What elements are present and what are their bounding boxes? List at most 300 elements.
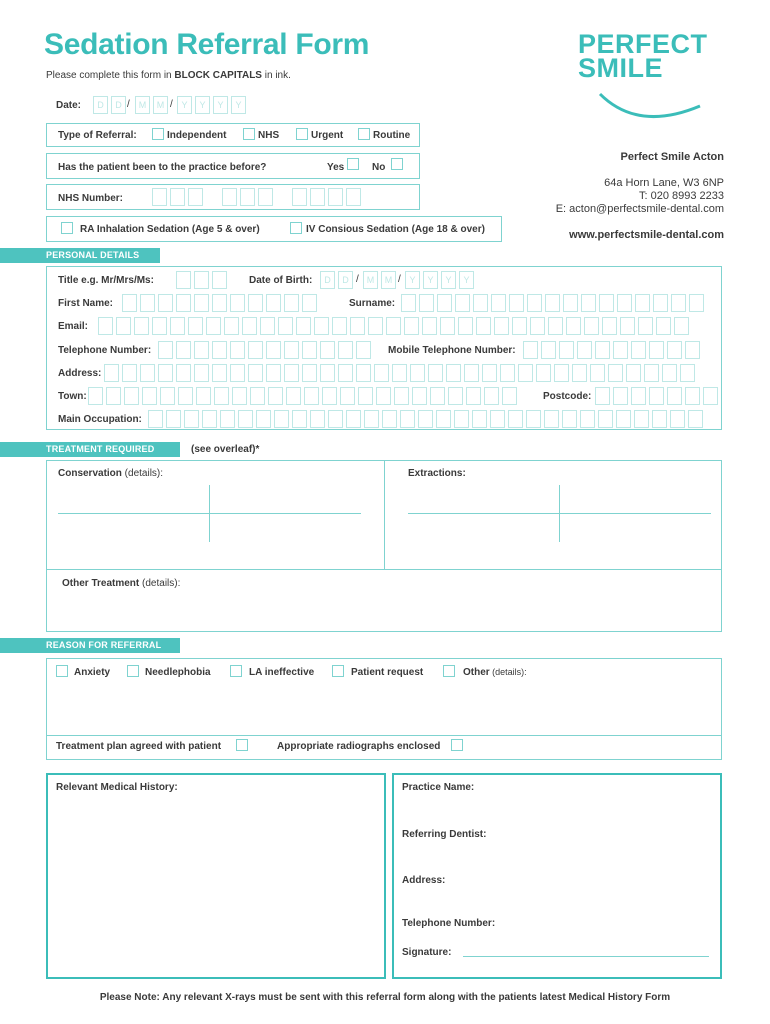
- input-cell[interactable]: [98, 317, 113, 335]
- input-cell[interactable]: [649, 341, 664, 359]
- input-cell[interactable]: [124, 387, 139, 405]
- dob-cell[interactable]: Y: [423, 271, 438, 289]
- input-cell[interactable]: [268, 387, 283, 405]
- input-cell[interactable]: [256, 410, 271, 428]
- date-cell[interactable]: M: [135, 96, 150, 114]
- input-cell[interactable]: [446, 364, 461, 382]
- input-cell[interactable]: [338, 364, 353, 382]
- input-cell[interactable]: [436, 410, 451, 428]
- input-cell[interactable]: [248, 364, 263, 382]
- input-cell[interactable]: [386, 317, 401, 335]
- input-cell[interactable]: [559, 341, 574, 359]
- nhs-number-label: NHS Number:: [58, 193, 124, 204]
- nhs-label: NHS: [258, 130, 280, 141]
- iv-sedation-checkbox[interactable]: [290, 222, 302, 234]
- plan-agreed-checkbox[interactable]: [236, 739, 248, 751]
- input-cell[interactable]: [122, 294, 137, 312]
- input-cell[interactable]: [613, 341, 628, 359]
- input-cell[interactable]: [376, 387, 391, 405]
- input-cell[interactable]: [212, 364, 227, 382]
- input-cell[interactable]: [356, 364, 371, 382]
- input-cell[interactable]: [374, 364, 389, 382]
- input-cell[interactable]: [670, 410, 685, 428]
- independent-checkbox[interactable]: [152, 128, 164, 140]
- ra-sedation-checkbox[interactable]: [61, 222, 73, 234]
- needlephobia-checkbox[interactable]: [127, 665, 139, 677]
- input-cell[interactable]: [214, 387, 229, 405]
- input-cell[interactable]: [106, 387, 121, 405]
- input-cell[interactable]: [616, 410, 631, 428]
- input-cell[interactable]: [620, 317, 635, 335]
- input-cell[interactable]: [122, 364, 137, 382]
- title-cell[interactable]: [194, 271, 209, 289]
- radiographs-label: Appropriate radiographs enclosed: [277, 741, 441, 752]
- input-cell[interactable]: [194, 341, 209, 359]
- input-cell[interactable]: [220, 410, 235, 428]
- input-cell[interactable]: [212, 294, 227, 312]
- input-cell[interactable]: [455, 294, 470, 312]
- input-cell[interactable]: [545, 294, 560, 312]
- input-cell[interactable]: [404, 317, 419, 335]
- input-cell[interactable]: [599, 294, 614, 312]
- input-cell[interactable]: [410, 364, 425, 382]
- input-cell[interactable]: [653, 294, 668, 312]
- yes-checkbox[interactable]: [347, 158, 359, 170]
- input-cell[interactable]: [580, 410, 595, 428]
- plan-agreed-label: Treatment plan agreed with patient: [56, 741, 222, 752]
- conservation-details: (details):: [121, 468, 164, 479]
- dob-cell[interactable]: M: [381, 271, 396, 289]
- input-cell[interactable]: [116, 317, 131, 335]
- other-reason-title: Other: [463, 667, 490, 678]
- input-cell[interactable]: [617, 294, 632, 312]
- medical-history-label: Relevant Medical History:: [56, 782, 178, 793]
- instructions-bold: BLOCK CAPITALS: [174, 70, 262, 81]
- input-cell[interactable]: [667, 387, 682, 405]
- input-cell[interactable]: [400, 410, 415, 428]
- other-reason-label: [463, 667, 527, 678]
- date-cells-month[interactable]: [135, 96, 168, 114]
- town-cells[interactable]: [88, 387, 517, 405]
- input-cell[interactable]: [266, 364, 281, 382]
- date-cell[interactable]: D: [93, 96, 108, 114]
- input-cell[interactable]: [412, 387, 427, 405]
- input-cell[interactable]: [242, 317, 257, 335]
- input-cell[interactable]: [274, 410, 289, 428]
- input-cell[interactable]: [140, 294, 155, 312]
- input-cell[interactable]: [662, 364, 677, 382]
- input-cell[interactable]: [284, 364, 299, 382]
- input-cell[interactable]: [320, 341, 335, 359]
- practice-phone: T: 020 8993 2233: [638, 190, 724, 202]
- input-cell[interactable]: [454, 410, 469, 428]
- nhs-cell[interactable]: [292, 188, 307, 206]
- input-cell[interactable]: [364, 410, 379, 428]
- input-cell[interactable]: [638, 317, 653, 335]
- input-cell[interactable]: [88, 387, 103, 405]
- input-cell[interactable]: [302, 341, 317, 359]
- input-cell[interactable]: [689, 294, 704, 312]
- input-cell[interactable]: [104, 364, 119, 382]
- input-cell[interactable]: [562, 410, 577, 428]
- input-cell[interactable]: [134, 317, 149, 335]
- input-cell[interactable]: [563, 294, 578, 312]
- input-cell[interactable]: [328, 410, 343, 428]
- input-cell[interactable]: [464, 364, 479, 382]
- input-cell[interactable]: [358, 387, 373, 405]
- input-cell[interactable]: [572, 364, 587, 382]
- footer-note: Please Note: Any relevant X-rays must be sent with this referral form along with the patients latest Medical History Form: [99, 992, 671, 1003]
- input-cell[interactable]: [184, 410, 199, 428]
- postcode-label: Postcode:: [543, 391, 592, 402]
- input-cell[interactable]: [322, 387, 337, 405]
- date-cell[interactable]: Y: [177, 96, 192, 114]
- input-cell[interactable]: [266, 294, 281, 312]
- input-cell[interactable]: [554, 364, 569, 382]
- input-cell[interactable]: [491, 294, 506, 312]
- personal-details-heading: PERSONAL DETAILS: [0, 248, 160, 263]
- routine-label: Routine: [373, 130, 411, 141]
- input-cell[interactable]: [595, 387, 610, 405]
- input-cell[interactable]: [176, 364, 191, 382]
- input-cell[interactable]: [194, 364, 209, 382]
- input-cell[interactable]: [266, 341, 281, 359]
- instructions: [46, 70, 291, 81]
- nhs-cell[interactable]: [240, 188, 255, 206]
- la-ineffective-checkbox[interactable]: [230, 665, 242, 677]
- date-cell[interactable]: D: [111, 96, 126, 114]
- input-cell[interactable]: [500, 364, 515, 382]
- input-cell[interactable]: [448, 387, 463, 405]
- dob-cell[interactable]: D: [338, 271, 353, 289]
- input-cell[interactable]: [332, 317, 347, 335]
- input-cell[interactable]: [230, 341, 245, 359]
- input-cell[interactable]: [631, 341, 646, 359]
- nhs-cell[interactable]: [152, 188, 167, 206]
- dob-cell[interactable]: M: [363, 271, 378, 289]
- input-cell[interactable]: [160, 387, 175, 405]
- referrer-address-label: Address:: [402, 875, 446, 886]
- input-cell[interactable]: [419, 294, 434, 312]
- postcode-cells[interactable]: [595, 387, 718, 405]
- input-cell[interactable]: [196, 387, 211, 405]
- first-name-cells[interactable]: [122, 294, 317, 312]
- input-cell[interactable]: [536, 364, 551, 382]
- treatment-divider: [384, 461, 385, 569]
- input-cell[interactable]: [656, 317, 671, 335]
- first-name-label: First Name:: [58, 298, 114, 309]
- other-treatment-title: Other Treatment: [62, 578, 140, 589]
- input-cell[interactable]: [202, 410, 217, 428]
- surname-cells[interactable]: [401, 294, 704, 312]
- input-cell[interactable]: [176, 294, 191, 312]
- input-cell[interactable]: [292, 410, 307, 428]
- input-cell[interactable]: [685, 387, 700, 405]
- dob-separator: /: [398, 274, 401, 285]
- needlephobia-label: Needlephobia: [145, 667, 211, 678]
- input-cell[interactable]: [472, 410, 487, 428]
- input-cell[interactable]: [674, 317, 689, 335]
- mobile-cells[interactable]: [523, 341, 700, 359]
- input-cell[interactable]: [476, 317, 491, 335]
- no-checkbox[interactable]: [391, 158, 403, 170]
- dob-separator: /: [356, 274, 359, 285]
- input-cell[interactable]: [508, 410, 523, 428]
- input-cell[interactable]: [394, 387, 409, 405]
- input-cell[interactable]: [212, 341, 227, 359]
- patient-request-label: Patient request: [351, 667, 424, 678]
- input-cell[interactable]: [320, 364, 335, 382]
- input-cell[interactable]: [548, 317, 563, 335]
- input-cell[interactable]: [302, 294, 317, 312]
- input-cell[interactable]: [518, 364, 533, 382]
- input-cell[interactable]: [613, 387, 628, 405]
- input-cell[interactable]: [140, 364, 155, 382]
- input-cell[interactable]: [278, 317, 293, 335]
- input-cell[interactable]: [286, 387, 301, 405]
- input-cell[interactable]: [473, 294, 488, 312]
- radiographs-checkbox[interactable]: [451, 739, 463, 751]
- nhs-cell[interactable]: [222, 188, 237, 206]
- input-cell[interactable]: [230, 364, 245, 382]
- input-cell[interactable]: [284, 294, 299, 312]
- date-cells-day[interactable]: [93, 96, 126, 114]
- date-cell[interactable]: Y: [231, 96, 246, 114]
- input-cell[interactable]: [527, 294, 542, 312]
- input-cell[interactable]: [430, 387, 445, 405]
- conservation-chart-vline: [209, 485, 210, 542]
- reason-row-divider: [47, 735, 721, 736]
- input-cell[interactable]: [296, 317, 311, 335]
- la-ineffective-label: LA ineffective: [249, 667, 315, 678]
- dob-cell[interactable]: Y: [405, 271, 420, 289]
- input-cell[interactable]: [148, 410, 163, 428]
- input-cell[interactable]: [310, 410, 325, 428]
- occupation-cells[interactable]: [148, 410, 703, 428]
- title-cell[interactable]: [176, 271, 191, 289]
- logo-smile-icon: [578, 29, 728, 124]
- dob-cell[interactable]: D: [320, 271, 335, 289]
- nhs-number-cells[interactable]: [152, 188, 203, 206]
- input-cell[interactable]: [437, 294, 452, 312]
- input-cell[interactable]: [170, 317, 185, 335]
- input-cell[interactable]: [248, 294, 263, 312]
- input-cell[interactable]: [482, 364, 497, 382]
- input-cell[interactable]: [314, 317, 329, 335]
- input-cell[interactable]: [685, 341, 700, 359]
- input-cell[interactable]: [248, 341, 263, 359]
- input-cell[interactable]: [584, 317, 599, 335]
- input-cell[interactable]: [166, 410, 181, 428]
- medical-history-box[interactable]: [46, 773, 386, 979]
- input-cell[interactable]: [635, 294, 650, 312]
- date-cell[interactable]: Y: [213, 96, 228, 114]
- input-cell[interactable]: [509, 294, 524, 312]
- input-cell[interactable]: [602, 317, 617, 335]
- input-cell[interactable]: [577, 341, 592, 359]
- input-cell[interactable]: [238, 410, 253, 428]
- nhs-number-cells[interactable]: [292, 188, 361, 206]
- input-cell[interactable]: [194, 294, 209, 312]
- email-cells[interactable]: [98, 317, 689, 335]
- input-cell[interactable]: [544, 410, 559, 428]
- telephone-cells[interactable]: [158, 341, 371, 359]
- input-cell[interactable]: [158, 364, 173, 382]
- input-cell[interactable]: [688, 410, 703, 428]
- input-cell[interactable]: [466, 387, 481, 405]
- input-cell[interactable]: [418, 410, 433, 428]
- date-cell[interactable]: M: [153, 96, 168, 114]
- nhs-cell[interactable]: [346, 188, 361, 206]
- input-cell[interactable]: [338, 341, 353, 359]
- practice-website: www.perfectsmile-dental.com: [569, 229, 724, 241]
- input-cell[interactable]: [530, 317, 545, 335]
- input-cell[interactable]: [608, 364, 623, 382]
- input-cell[interactable]: [680, 364, 695, 382]
- input-cell[interactable]: [230, 294, 245, 312]
- input-cell[interactable]: [392, 364, 407, 382]
- input-cell[interactable]: [566, 317, 581, 335]
- input-cell[interactable]: [232, 387, 247, 405]
- date-separator: /: [170, 99, 173, 110]
- logo-line2: SMILE: [578, 53, 664, 83]
- input-cell[interactable]: [526, 410, 541, 428]
- logo-line1: PERFECT: [578, 29, 708, 59]
- input-cell[interactable]: [178, 387, 193, 405]
- input-cell[interactable]: [703, 387, 718, 405]
- input-cell[interactable]: [671, 294, 686, 312]
- yes-label: Yes: [327, 162, 345, 173]
- practice-address: 64a Horn Lane, W3 6NP: [604, 177, 724, 189]
- input-cell[interactable]: [382, 410, 397, 428]
- previous-visit-question: Has the patient been to the practice before?: [58, 162, 267, 173]
- input-cell[interactable]: [158, 341, 173, 359]
- input-cell[interactable]: [350, 317, 365, 335]
- title-cell[interactable]: [212, 271, 227, 289]
- date-cell[interactable]: Y: [195, 96, 210, 114]
- input-cell[interactable]: [490, 410, 505, 428]
- nhs-cell[interactable]: [188, 188, 203, 206]
- dob-cells-year[interactable]: [405, 271, 474, 289]
- input-cell[interactable]: [304, 387, 319, 405]
- logo: [578, 29, 728, 124]
- input-cell[interactable]: [484, 387, 499, 405]
- input-cell[interactable]: [581, 294, 596, 312]
- input-cell[interactable]: [284, 341, 299, 359]
- dob-cell[interactable]: Y: [459, 271, 474, 289]
- page-title: Sedation Referral Form: [44, 28, 370, 61]
- input-cell[interactable]: [142, 387, 157, 405]
- nhs-cell[interactable]: [170, 188, 185, 206]
- input-cell[interactable]: [346, 410, 361, 428]
- input-cell[interactable]: [458, 317, 473, 335]
- input-cell[interactable]: [598, 410, 613, 428]
- urgent-checkbox[interactable]: [296, 128, 308, 140]
- input-cell[interactable]: [250, 387, 265, 405]
- extractions-chart-vline: [559, 485, 560, 542]
- input-cell[interactable]: [302, 364, 317, 382]
- nhs-checkbox[interactable]: [243, 128, 255, 140]
- nhs-cell[interactable]: [310, 188, 325, 206]
- nhs-number-cells[interactable]: [222, 188, 273, 206]
- input-cell[interactable]: [502, 387, 517, 405]
- referral-type-label: Type of Referral:: [58, 130, 137, 141]
- input-cell[interactable]: [428, 364, 443, 382]
- input-cell[interactable]: [644, 364, 659, 382]
- input-cell[interactable]: [595, 341, 610, 359]
- input-cell[interactable]: [224, 317, 239, 335]
- practice-name-label: Practice Name:: [402, 782, 475, 793]
- input-cell[interactable]: [422, 317, 437, 335]
- anxiety-checkbox[interactable]: [56, 665, 68, 677]
- title-label: Title e.g. Mr/Mrs/Ms:: [58, 275, 154, 286]
- extractions-label: Extractions:: [408, 468, 466, 479]
- input-cell[interactable]: [667, 341, 682, 359]
- input-cell[interactable]: [634, 410, 649, 428]
- nhs-cell[interactable]: [258, 188, 273, 206]
- dob-cells-month[interactable]: [363, 271, 396, 289]
- input-cell[interactable]: [512, 317, 527, 335]
- practice-email: E: acton@perfectsmile-dental.com: [555, 203, 724, 215]
- input-cell[interactable]: [541, 341, 556, 359]
- treatment-note: (see overleaf)*: [191, 444, 260, 455]
- date-cells-year[interactable]: [177, 96, 246, 114]
- input-cell[interactable]: [494, 317, 509, 335]
- input-cell[interactable]: [260, 317, 275, 335]
- conservation-title: Conservation: [58, 468, 122, 479]
- practice-name: Perfect Smile Acton: [620, 151, 724, 163]
- nhs-cell[interactable]: [328, 188, 343, 206]
- independent-label: Independent: [167, 130, 227, 141]
- input-cell[interactable]: [340, 387, 355, 405]
- conservation-label: [58, 468, 163, 479]
- input-cell[interactable]: [152, 317, 167, 335]
- patient-request-checkbox[interactable]: [332, 665, 344, 677]
- input-cell[interactable]: [188, 317, 203, 335]
- urgent-label: Urgent: [311, 130, 344, 141]
- input-cell[interactable]: [206, 317, 221, 335]
- date-separator: /: [127, 99, 130, 110]
- input-cell[interactable]: [626, 364, 641, 382]
- dob-cells-day[interactable]: [320, 271, 353, 289]
- input-cell[interactable]: [368, 317, 383, 335]
- treatment-row-divider: [47, 569, 721, 570]
- referrer-telephone-label: Telephone Number:: [402, 918, 496, 929]
- dob-cell[interactable]: Y: [441, 271, 456, 289]
- input-cell[interactable]: [590, 364, 605, 382]
- input-cell[interactable]: [631, 387, 646, 405]
- signature-line[interactable]: [463, 956, 709, 957]
- iv-sedation-label: IV Consious Sedation (Age 18 & over): [306, 224, 485, 235]
- input-cell[interactable]: [649, 387, 664, 405]
- input-cell[interactable]: [652, 410, 667, 428]
- input-cell[interactable]: [176, 341, 191, 359]
- routine-checkbox[interactable]: [358, 128, 370, 140]
- input-cell[interactable]: [158, 294, 173, 312]
- input-cell[interactable]: [401, 294, 416, 312]
- title-cells[interactable]: [176, 271, 227, 289]
- email-label: Email:: [58, 321, 89, 332]
- other-reason-checkbox[interactable]: [443, 665, 455, 677]
- address-label: Address:: [58, 368, 102, 379]
- other-treatment-details: (details):: [139, 578, 181, 589]
- dob-label: Date of Birth:: [249, 275, 313, 286]
- input-cell[interactable]: [356, 341, 371, 359]
- input-cell[interactable]: [523, 341, 538, 359]
- address-cells[interactable]: [104, 364, 695, 382]
- other-treatment-label: [62, 578, 180, 589]
- input-cell[interactable]: [440, 317, 455, 335]
